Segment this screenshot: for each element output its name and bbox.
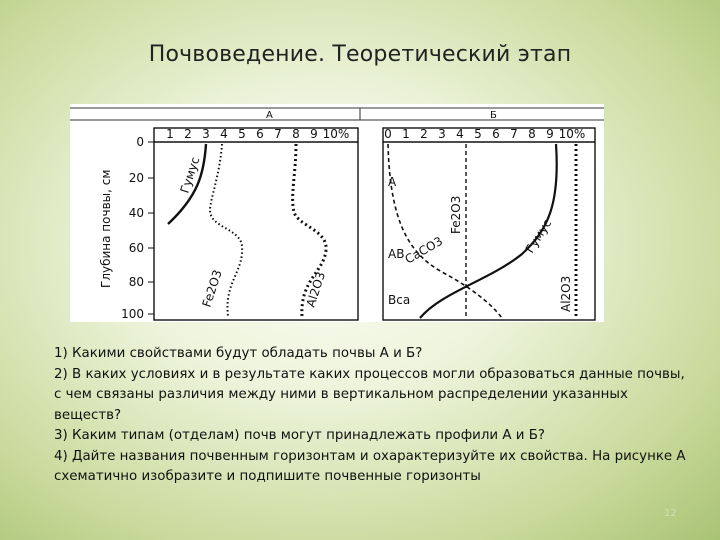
b-tick-3: 3 <box>438 127 446 141</box>
b-fe2o3-label: Fe2O3 <box>449 195 463 234</box>
a-al2o3-label: Al2O3 <box>303 270 329 309</box>
panel-a <box>154 127 358 320</box>
depth-label-80: 80 <box>128 275 144 289</box>
panel-a-x-ticks <box>166 127 349 141</box>
b-tick-1: 1 <box>402 127 410 141</box>
b-tick-8: 8 <box>528 127 536 141</box>
panel-b-x-ticks <box>384 127 585 141</box>
depth-axis <box>121 135 154 321</box>
slide-title: Почвоведение. Теоретический этап <box>148 42 572 67</box>
b-horizon-a: A <box>388 175 397 189</box>
depth-label-40: 40 <box>128 206 144 220</box>
a-tick-2: 2 <box>184 127 192 141</box>
panel-a-label: А <box>266 110 273 121</box>
questions-block <box>54 344 690 488</box>
b-tick-6: 6 <box>492 127 500 141</box>
a-tick-4: 4 <box>220 127 228 141</box>
a-tick-9: 9 <box>310 127 318 141</box>
question-1: 1) Какими свойствами будут обладать почвы А и Б? <box>54 346 423 361</box>
b-tick-10: 10% <box>558 127 586 141</box>
b-al2o3-label: Al2O3 <box>559 275 573 312</box>
a-tick-6: 6 <box>256 127 264 141</box>
b-horizon-ab: AB <box>388 247 405 261</box>
a-tick-5: 5 <box>238 127 246 141</box>
a-tick-3: 3 <box>202 127 210 141</box>
a-humus-label: Гумус <box>177 155 203 195</box>
slide-number: 12 <box>664 508 677 519</box>
b-humus-label: Гумус <box>522 216 555 256</box>
b-caco3-label: CaCO3 <box>402 233 446 267</box>
a-tick-1: 1 <box>166 127 174 141</box>
depth-label-0: 0 <box>136 135 144 149</box>
a-tick-7: 7 <box>274 127 282 141</box>
a-fe2o3-label: Fe2O3 <box>199 268 225 309</box>
soil-profile-diagram <box>70 104 604 322</box>
b-caco3-curve <box>388 144 502 318</box>
b-tick-4: 4 <box>456 127 464 141</box>
depth-label-100: 100 <box>121 307 144 321</box>
b-horizon-bca: Bca <box>388 293 411 307</box>
panel-b <box>383 127 595 320</box>
depth-label-20: 20 <box>128 171 144 185</box>
b-tick-9: 9 <box>546 127 554 141</box>
panel-a-frame <box>154 128 358 320</box>
question-2: 2) В каких условиях и в результате каких процессов могли образоваться данные почвы, с чем связаны различия между ними в вертикальном распределении указанных веществ? <box>54 366 685 423</box>
soil-profile-figure <box>70 104 604 322</box>
depth-label-60: 60 <box>128 241 144 255</box>
question-4: 4) Дайте названия почвенным горизонтам и охарактеризуйте их свойства. На рисунке А схематично изобразите и подпишите почвенные горизонты <box>54 448 686 484</box>
b-tick-7: 7 <box>510 127 518 141</box>
y-axis-label: Глубина почвы, см <box>99 169 113 288</box>
a-tick-10: 10% <box>322 127 350 141</box>
question-3: 3) Каким типам (отделам) почв могут принадлежать профили А и Б? <box>54 428 546 443</box>
b-tick-0: 0 <box>384 127 392 141</box>
a-tick-8: 8 <box>292 127 300 141</box>
panel-b-label: Б <box>490 110 497 121</box>
b-tick-2: 2 <box>420 127 428 141</box>
b-tick-5: 5 <box>474 127 482 141</box>
